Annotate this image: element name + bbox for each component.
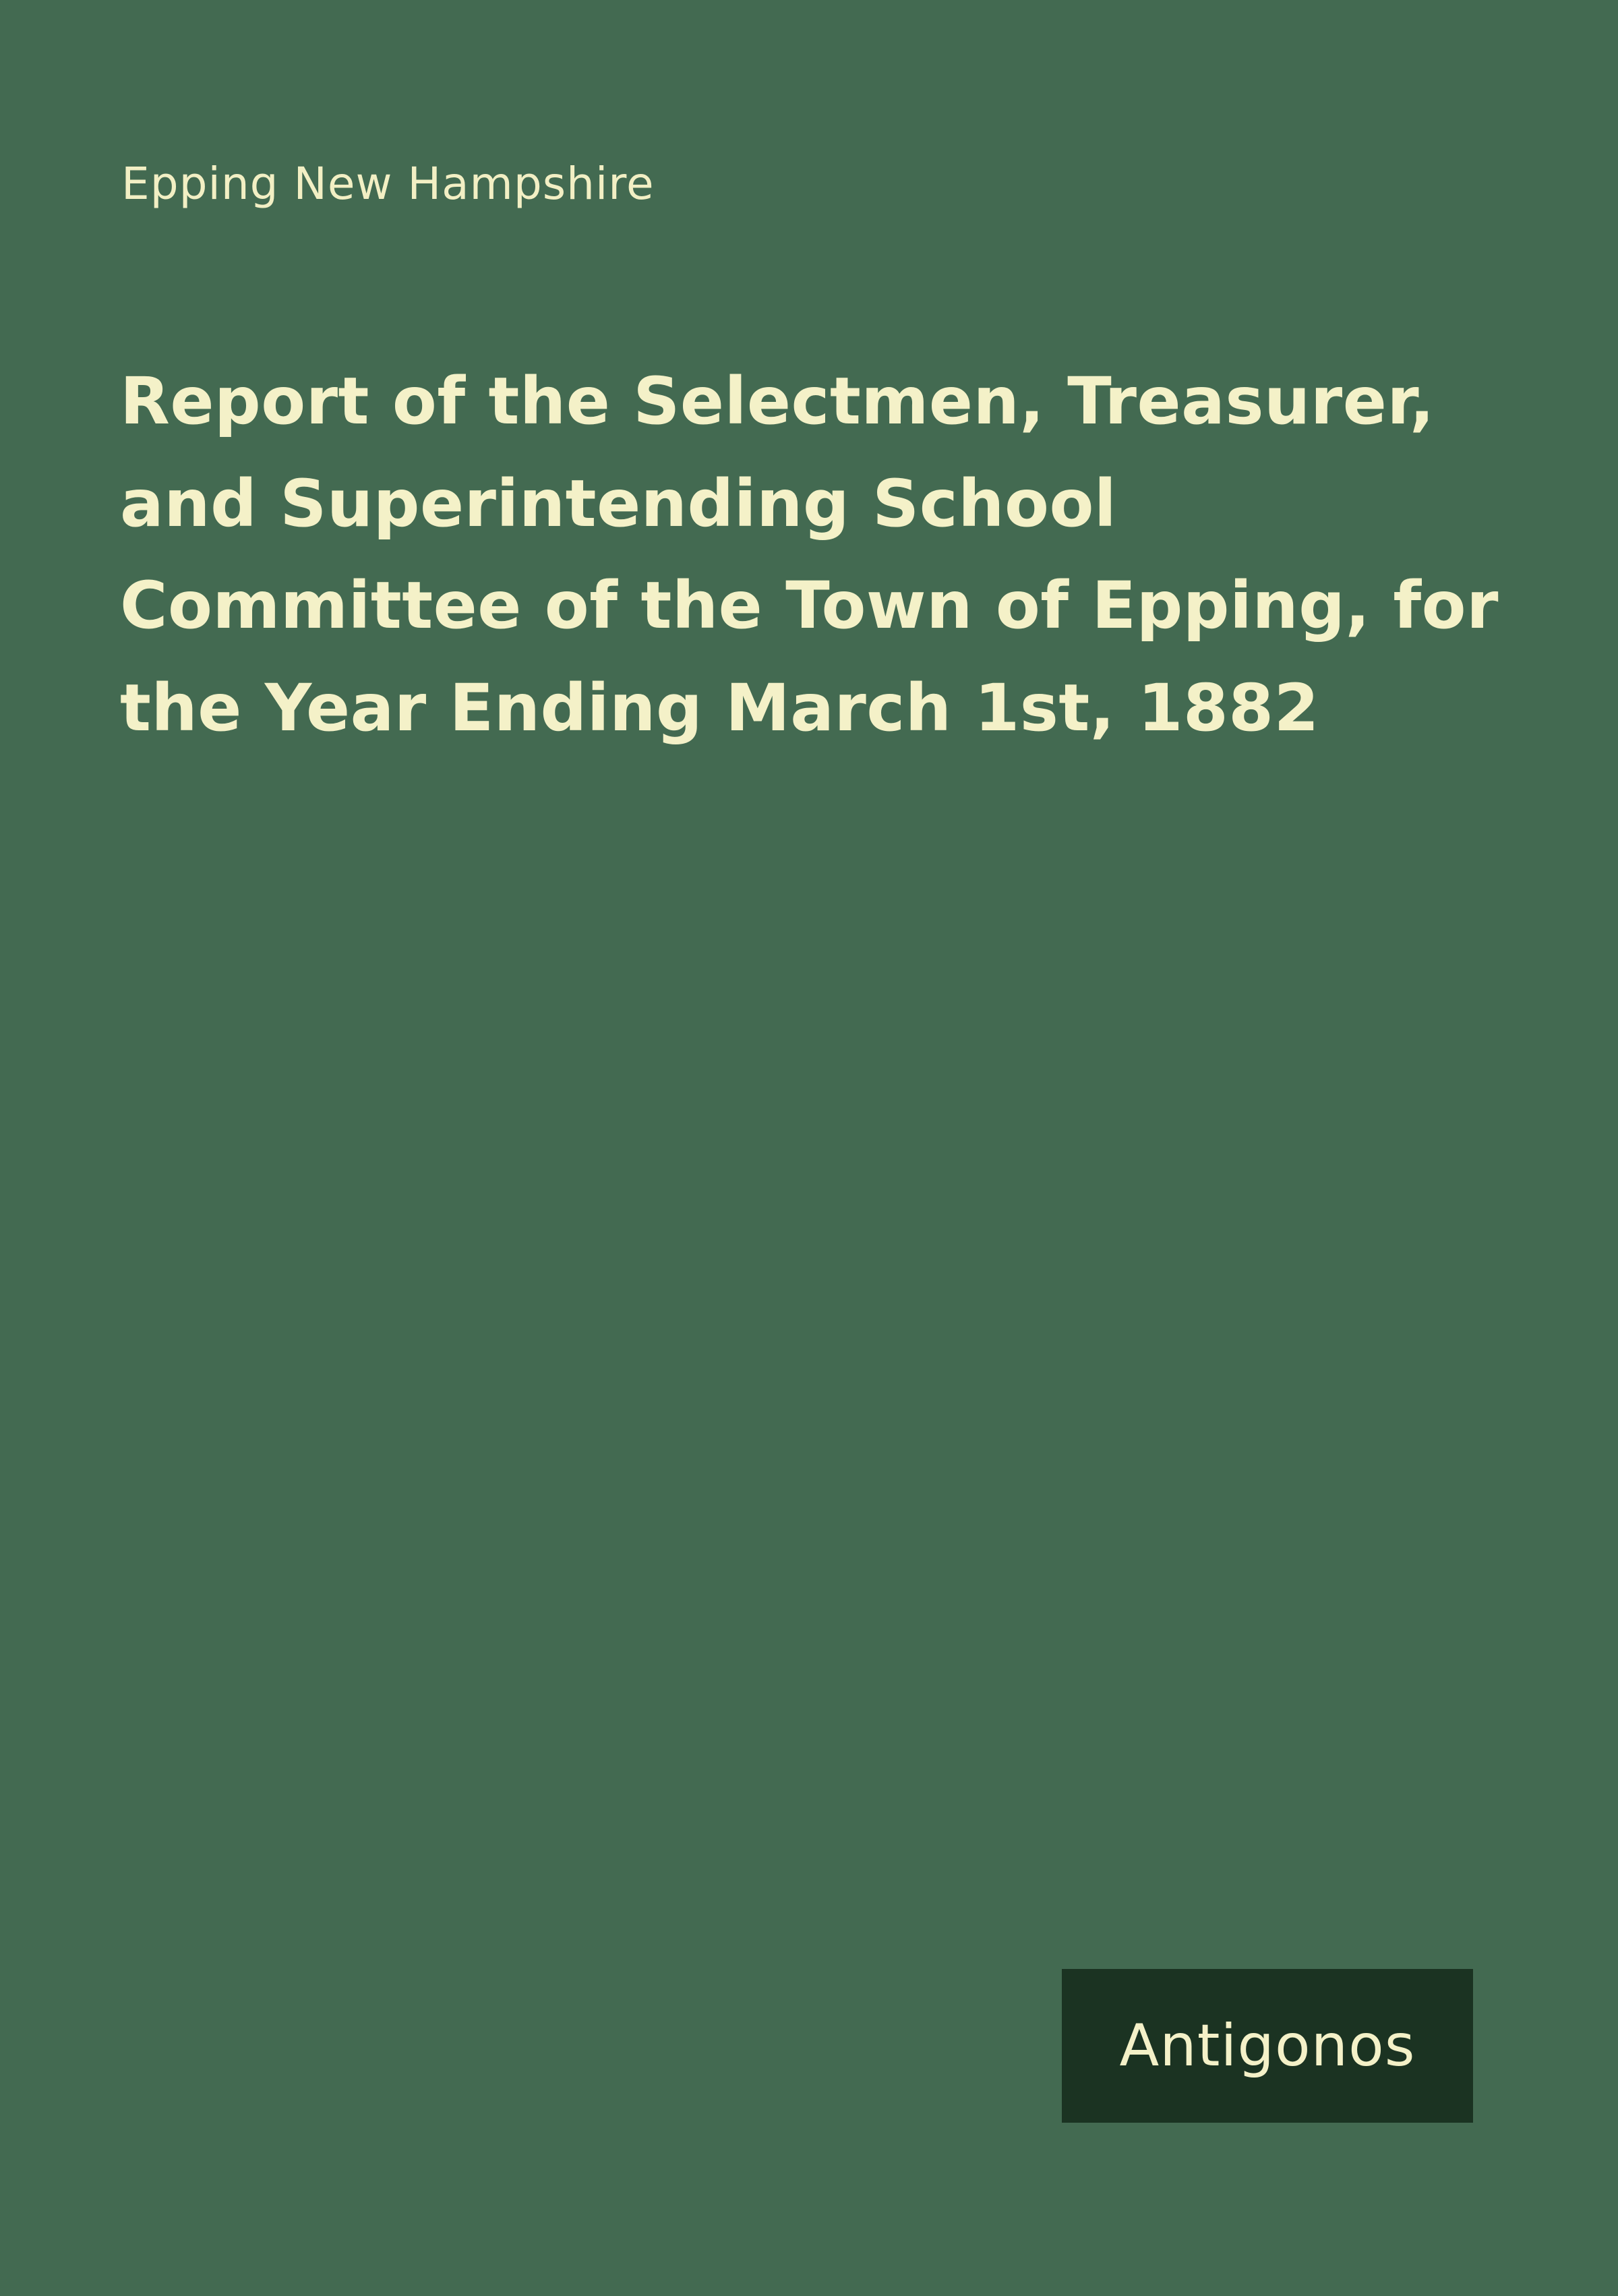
publisher-badge [1062,1969,1473,2123]
publisher-name: Antigonos [1119,2012,1416,2080]
book-title: Report of the Selectmen, Treasurer, and Superintending School Committee of the Town of Epping, for the Year Ending March 1st, 1882 [120,363,1499,746]
author-name: Epping New Hampshire [121,158,655,210]
